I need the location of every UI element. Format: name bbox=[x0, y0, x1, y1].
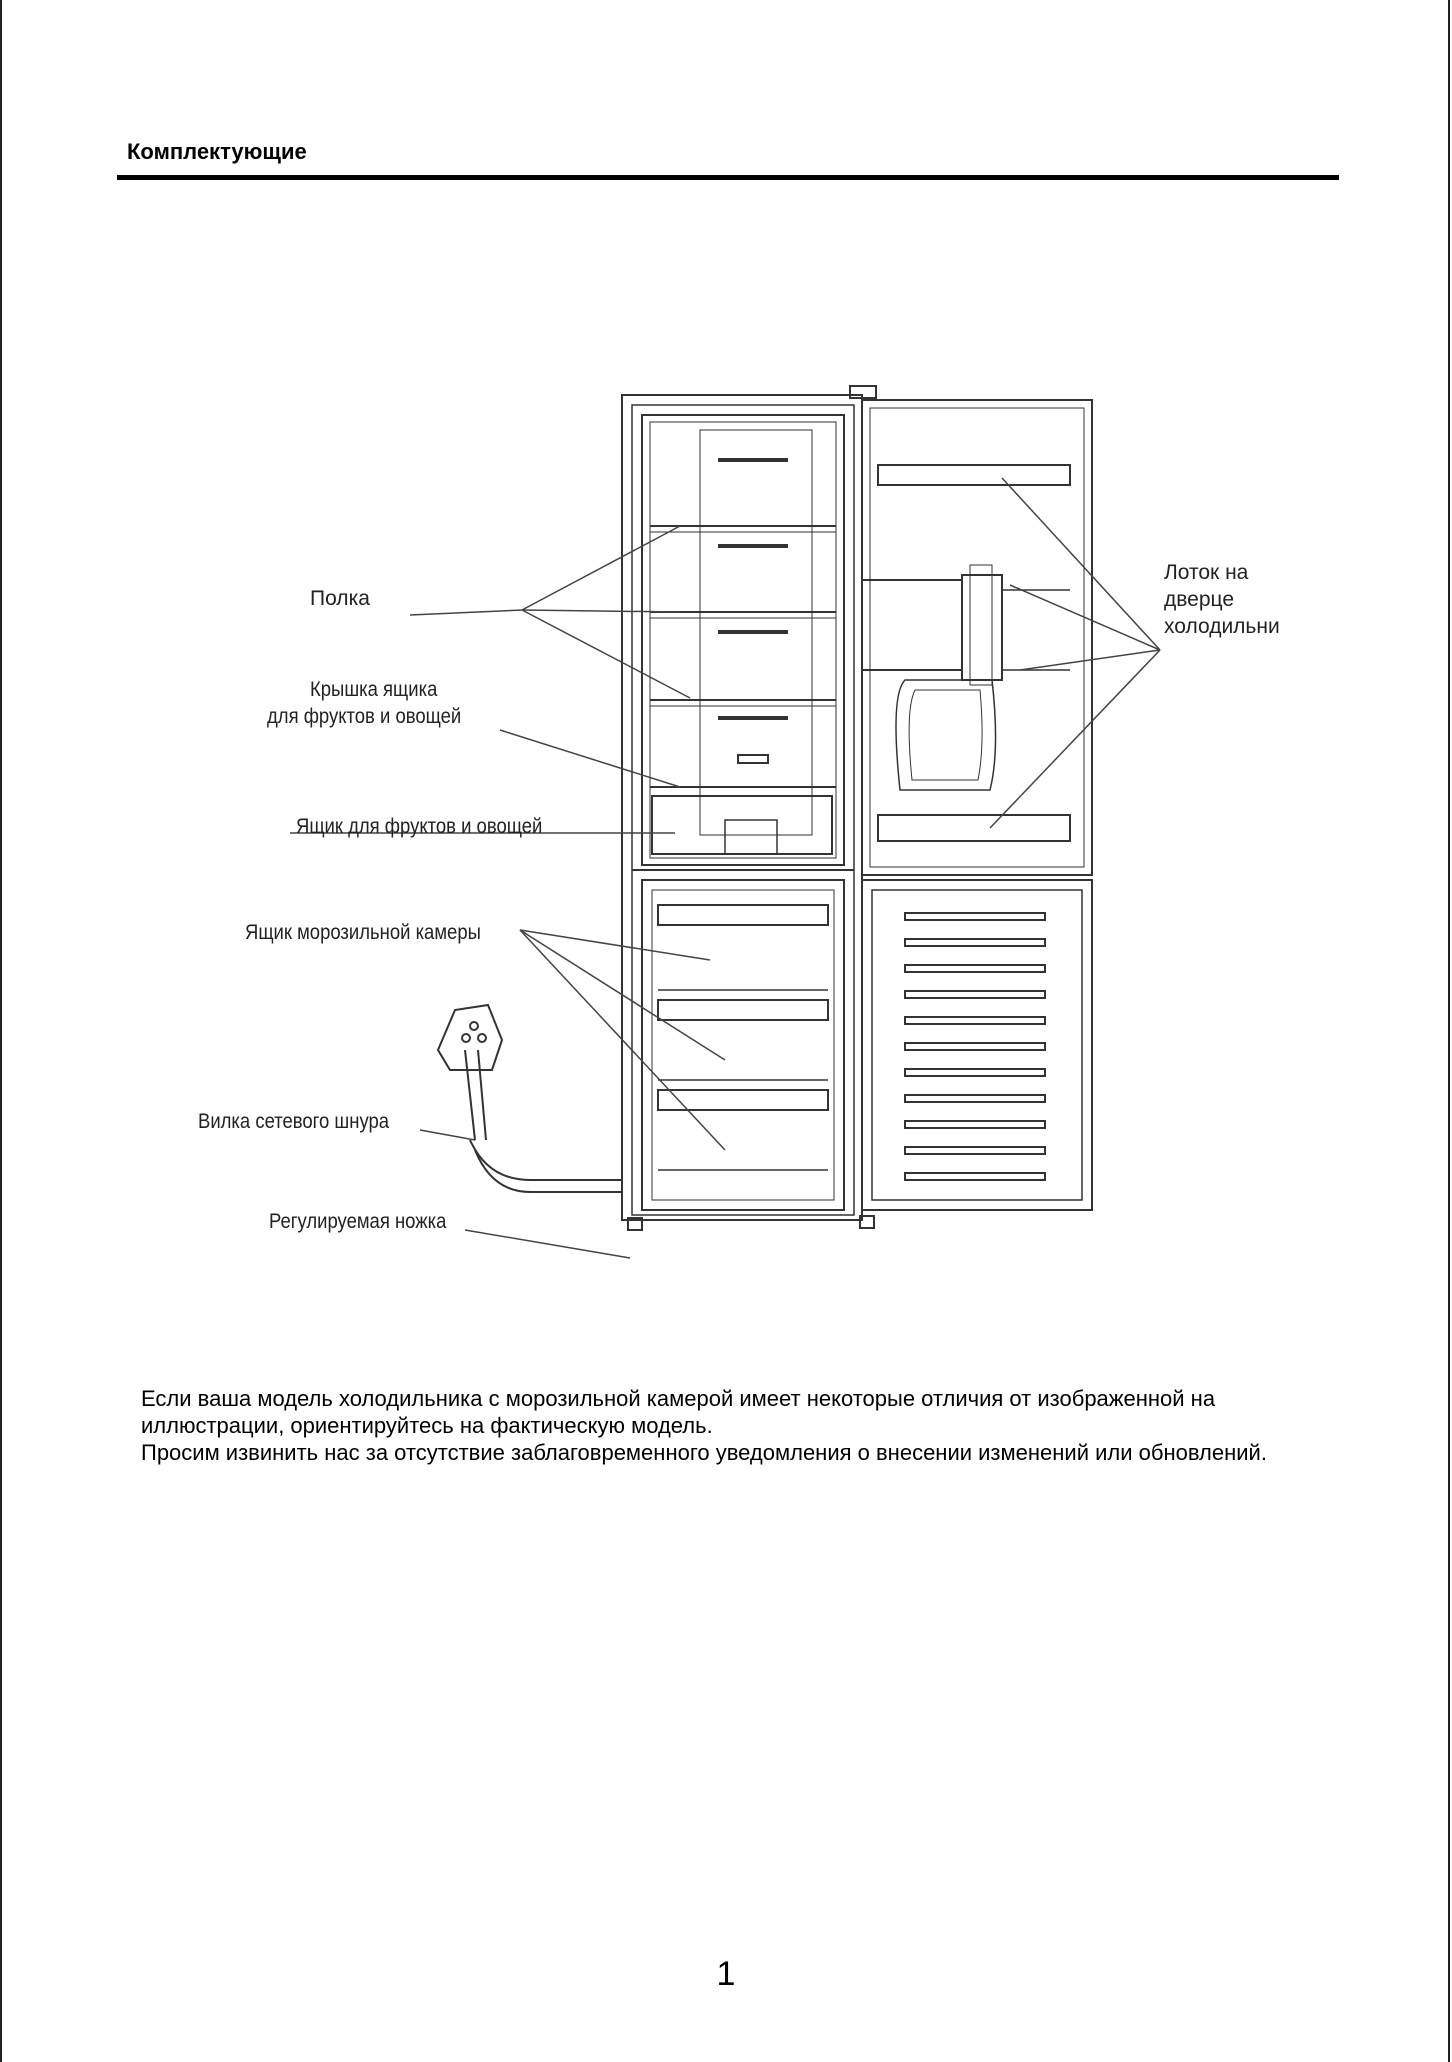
label-door-tray-line1: Лоток на bbox=[1164, 561, 1249, 584]
label-freezer-drawer: Ящик морозильной камеры bbox=[245, 921, 481, 944]
label-door-tray-line2: дверце bbox=[1164, 588, 1235, 611]
label-crisper: Ящик для фруктов и овощей bbox=[296, 815, 543, 838]
label-foot: Регулируемая ножка bbox=[269, 1210, 447, 1233]
page-border-right bbox=[1448, 0, 1450, 2062]
section-heading: Комплектующие bbox=[127, 139, 307, 164]
page-number: 1 bbox=[716, 1955, 736, 1993]
fridge-diagram bbox=[170, 350, 1330, 1270]
label-shelf: Полка bbox=[310, 587, 370, 610]
label-crisper-cover-line1: Крышка ящика bbox=[310, 678, 438, 701]
label-crisper-cover-line2: для фруктов и овощей bbox=[267, 705, 462, 728]
note-paragraph-2: Просим извинить нас за отсутствие заблаговременного уведомления о внесении изменений или обновлений. bbox=[141, 1440, 1267, 1465]
heading-rule bbox=[117, 175, 1339, 180]
label-door-tray-line3: холодильни bbox=[1164, 615, 1280, 638]
label-plug: Вилка сетевого шнура bbox=[198, 1110, 390, 1133]
page-border-left bbox=[0, 0, 2, 2062]
note-paragraph-1: Если ваша модель холодильника с морозильной камерой имеет некоторые отличия от изображенной на иллюстрации, ориентируйтесь на фактическую модель. bbox=[141, 1386, 1216, 1438]
disclaimer-note bbox=[141, 1385, 1341, 1466]
